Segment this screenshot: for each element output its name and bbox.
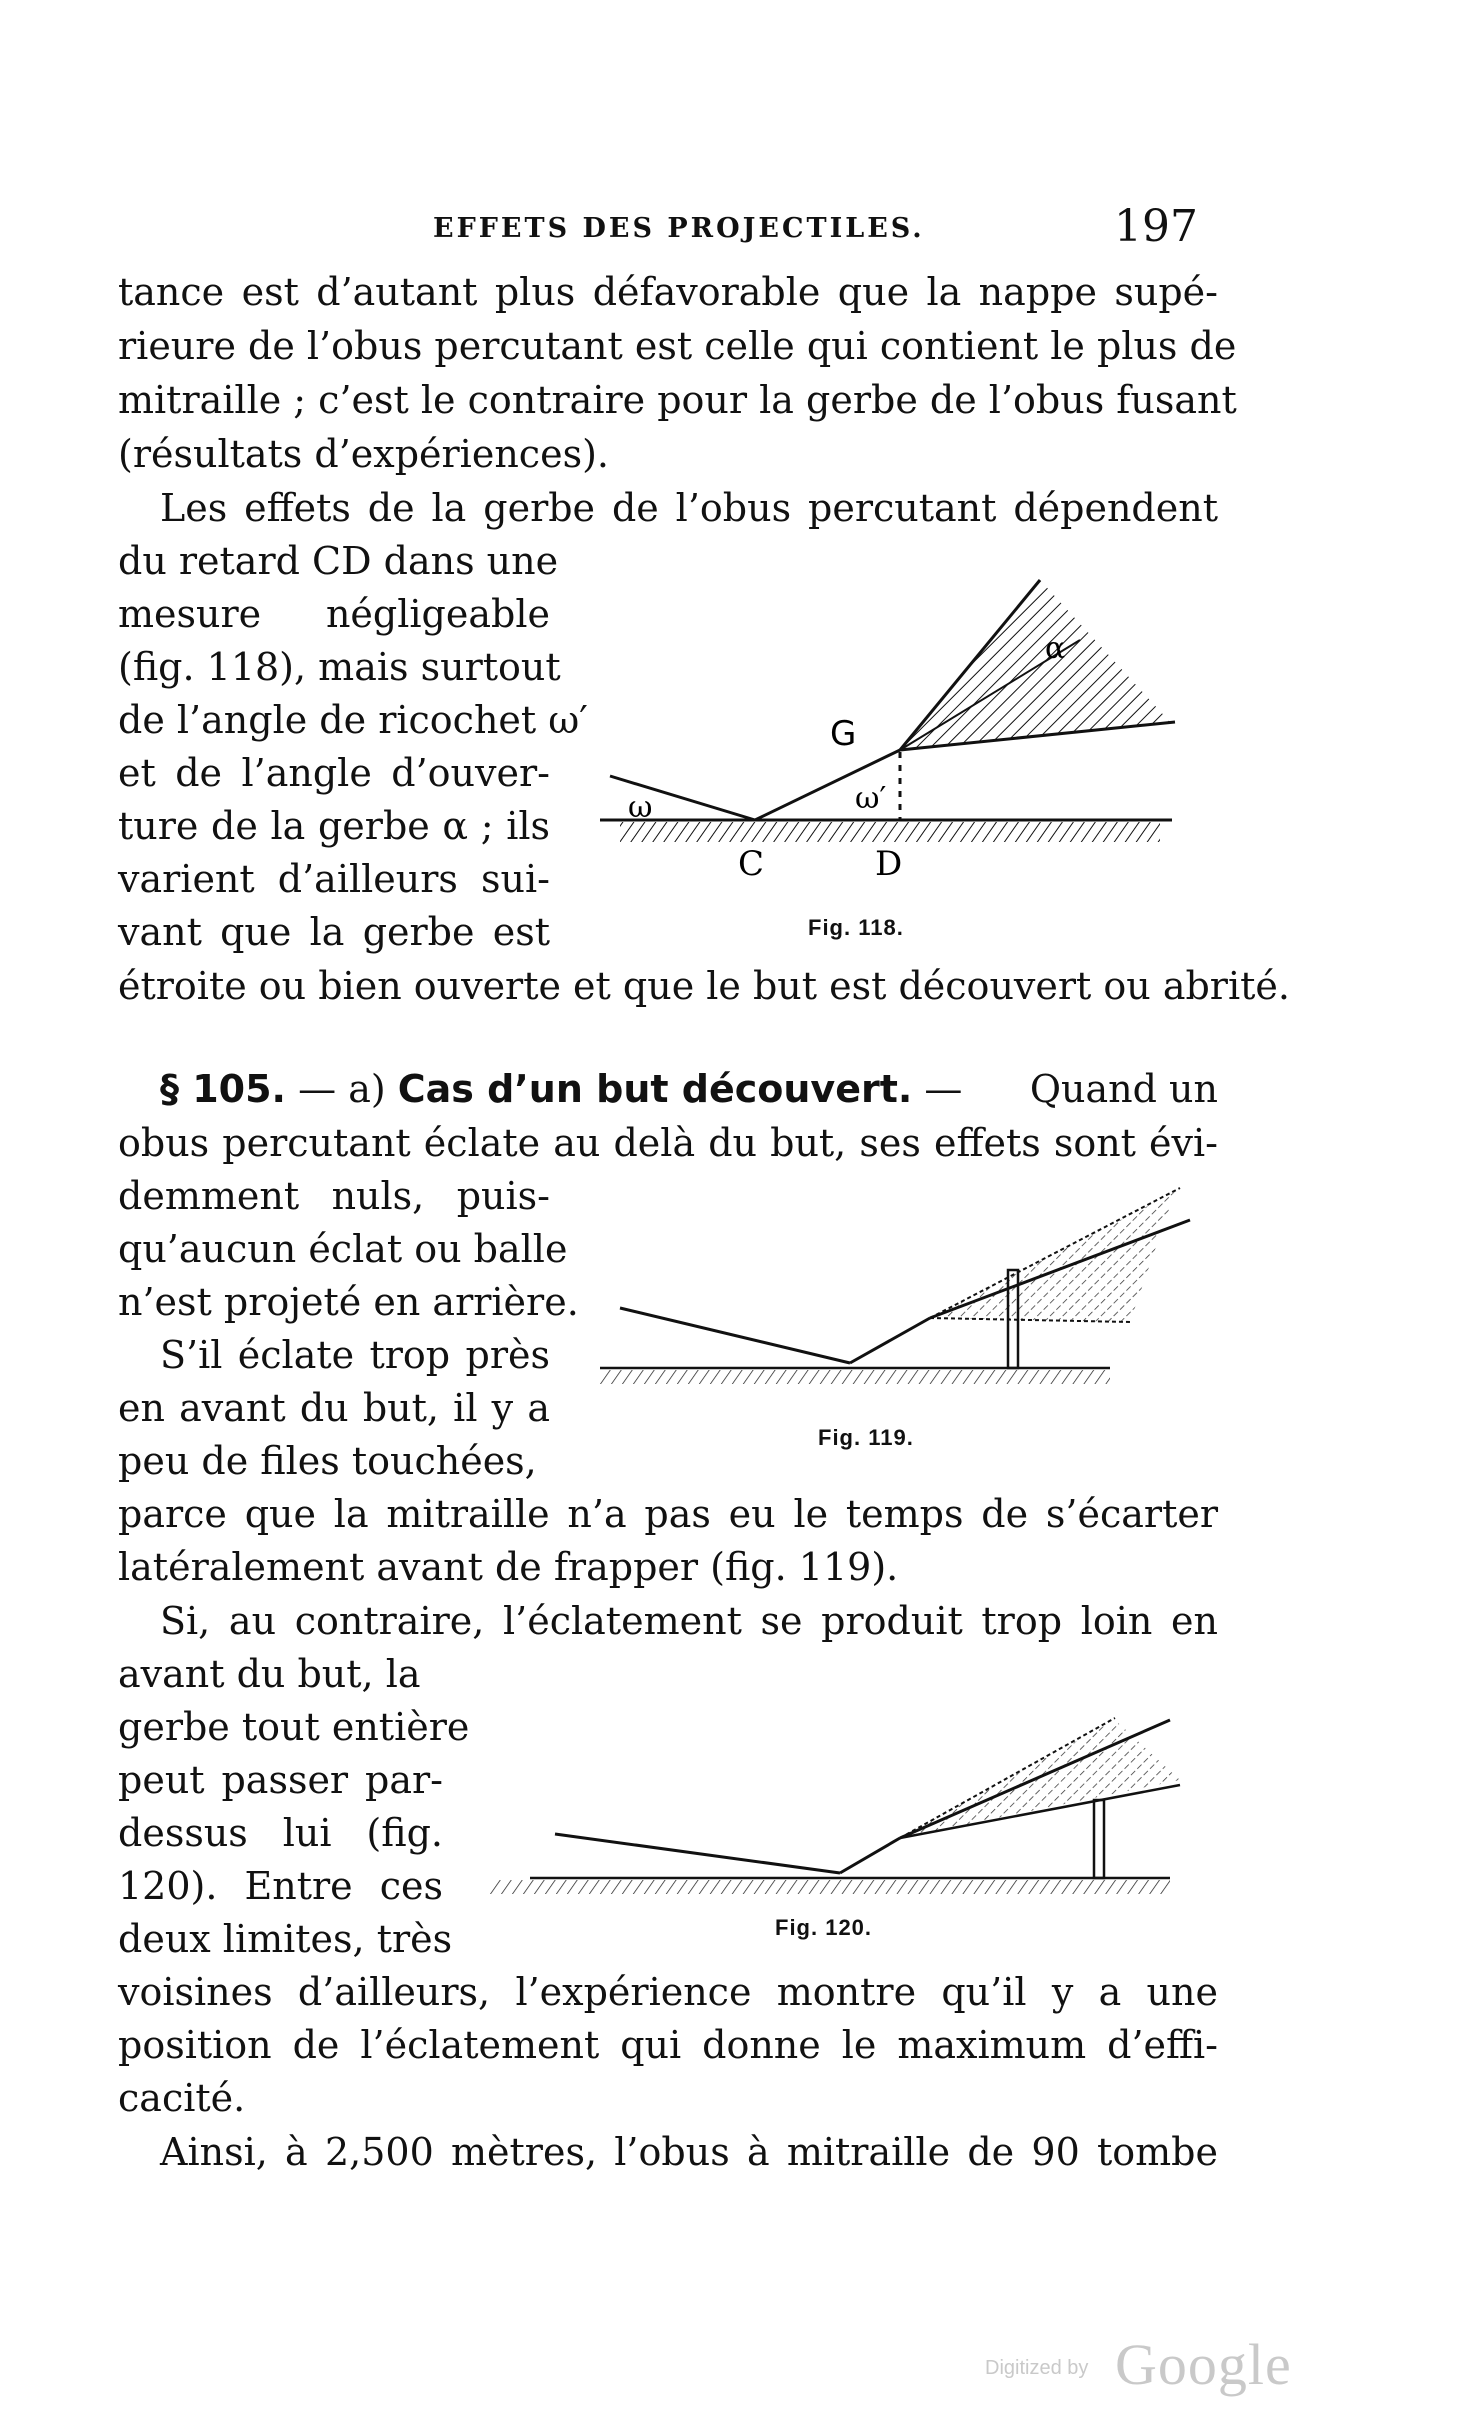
para1-line-4: (résultats d’expériences). xyxy=(118,432,609,476)
section105-line-7: en avant du but, il y a xyxy=(118,1386,550,1430)
para1-line-3: mitraille ; c’est le contraire pour la gerbe de l’obus fusant xyxy=(118,378,1237,422)
para2-line-1: Les effets de la gerbe de l’obus percutant dépendent xyxy=(160,486,1218,530)
section105-line-6: S’il éclate trop près xyxy=(160,1333,550,1377)
section105-line-3: demment nuls, puis- xyxy=(118,1174,550,1218)
para5-line-1: Ainsi, à 2,500 mètres, l’obus à mitraille de 90 tombe xyxy=(160,2130,1218,2174)
section105-line-9: parce que la mitraille n’a pas eu le temps de s’écarter xyxy=(118,1492,1218,1536)
para1-line-1: tance est d’autant plus défavorable que la nappe supé- xyxy=(118,270,1218,314)
running-title: EFFETS DES PROJECTILES. xyxy=(433,213,925,244)
para4-line-10: cacité. xyxy=(118,2076,246,2120)
label-d: D xyxy=(875,844,903,884)
para2-line-9: vant que la gerbe est xyxy=(118,910,550,954)
para2-line-5: de l’angle de ricochet ω′ xyxy=(118,698,588,742)
para4-line-4: peut passer par- xyxy=(118,1758,443,1802)
para4-line-6: 120). Entre ces xyxy=(118,1864,443,1908)
section105-lead xyxy=(160,1063,962,1115)
section-number: § 105. xyxy=(160,1067,286,1111)
label-c: C xyxy=(738,844,765,884)
fig118-caption: Fig. 118. xyxy=(808,915,904,940)
para4-line-8: voisines d’ailleurs, l’expérience montre qu’il y a une xyxy=(118,1970,1218,2014)
section105-line-5: n’est projeté en arrière. xyxy=(118,1280,579,1324)
google-watermark xyxy=(985,2332,1335,2397)
section105-heading-line xyxy=(160,1063,1218,1115)
label-g: G xyxy=(830,714,857,754)
figure-118 xyxy=(600,540,1200,910)
fig120-caption: Fig. 120. xyxy=(775,1915,873,1940)
para2-line-8: varient d’ailleurs sui- xyxy=(118,857,550,901)
section-dash: — xyxy=(298,1067,337,1111)
para2-line-7: ture de la gerbe α ; ils xyxy=(118,804,550,848)
section-letter: a) xyxy=(348,1067,386,1111)
section-dash-2: — xyxy=(924,1067,963,1111)
para2-line-3: mesure négligeable xyxy=(118,592,550,636)
para4-line-1: Si, au contraire, l’éclatement se produit trop loin en xyxy=(160,1599,1218,1643)
section105-line-8: peu de files touchées, xyxy=(118,1439,537,1483)
para4-line-9: position de l’éclatement qui donne le maximum d’effi- xyxy=(118,2023,1218,2067)
section105-line-10: latéralement avant de frapper (fig. 119). xyxy=(118,1545,899,1589)
para2-line-2: du retard CD dans une xyxy=(118,539,559,583)
para4-line-2: avant du but, la xyxy=(118,1652,421,1696)
google-logo-text: Google xyxy=(1115,2332,1292,2397)
figure-119 xyxy=(600,1180,1210,1420)
watermark-digitized-by: Digitized by xyxy=(985,2357,1089,2379)
para2-line-6: et de l’angle d’ouver- xyxy=(118,751,550,795)
label-omega: ω xyxy=(628,790,653,825)
para4-line-7: deux limites, très xyxy=(118,1917,453,1961)
para4-line-3: gerbe tout entière xyxy=(118,1705,470,1749)
section105-first-line-rest: Quand un xyxy=(1029,1067,1218,1111)
section105-line-2: obus percutant éclate au delà du but, ses effets sont évi- xyxy=(118,1121,1218,1165)
page-number: 197 xyxy=(1114,201,1198,252)
running-header xyxy=(118,201,1218,255)
para1-line-2: rieure de l’obus percutant est celle qui contient le plus de xyxy=(118,324,1237,368)
fig119-caption: Fig. 119. xyxy=(818,1425,914,1450)
label-omega-prime: ω′ xyxy=(855,781,887,816)
para2-line-4: (fig. 118), mais surtout xyxy=(118,645,561,689)
section-title: Cas d’un but découvert. xyxy=(397,1067,913,1111)
section105-line-4: qu’aucun éclat ou balle xyxy=(118,1227,568,1271)
figure-120 xyxy=(490,1690,1210,1910)
label-alpha: α xyxy=(1045,631,1066,666)
para2-line-10: étroite ou bien ouverte et que le but est découvert ou abrité. xyxy=(118,964,1290,1008)
para4-line-5: dessus lui (fig. xyxy=(118,1811,443,1855)
